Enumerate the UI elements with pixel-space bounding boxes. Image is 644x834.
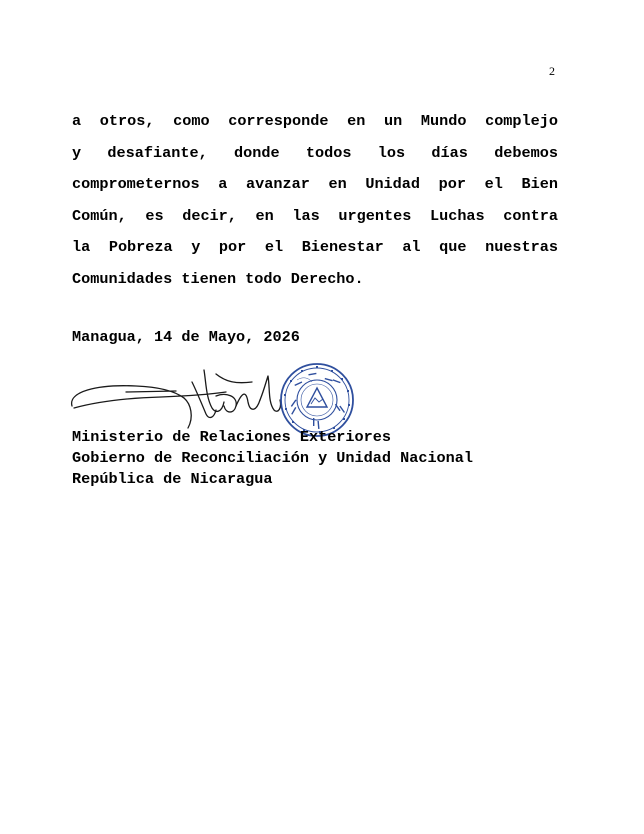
signature-block — [72, 427, 473, 490]
body-line: y desafiante, donde todos los días debemos — [72, 143, 558, 162]
body-line: la Pobreza y por el Bienestar al que nuestras — [72, 238, 558, 257]
page-number: 2 — [549, 64, 555, 78]
body-line: a otros, como corresponde en un Mundo complejo — [72, 112, 558, 130]
signatory-government: Gobierno de Reconciliación y Unidad Nacional — [72, 449, 474, 467]
body-line: Comunidades tienen todo Derecho. — [72, 269, 364, 288]
official-seal — [281, 364, 353, 436]
signatory-country: República de Nicaragua — [72, 470, 273, 488]
body-paragraph — [72, 106, 558, 296]
date-line: Managua, 14 de Mayo, 2026 — [72, 328, 300, 346]
handwritten-signature — [72, 370, 281, 428]
body-line: comprometernos a avanzar en Unidad por el Bien — [72, 175, 558, 194]
body-line: Común, es decir, en las urgentes Luchas contra — [72, 206, 558, 225]
signatory-ministry: Ministerio de Relaciones Exteriores — [72, 428, 391, 446]
